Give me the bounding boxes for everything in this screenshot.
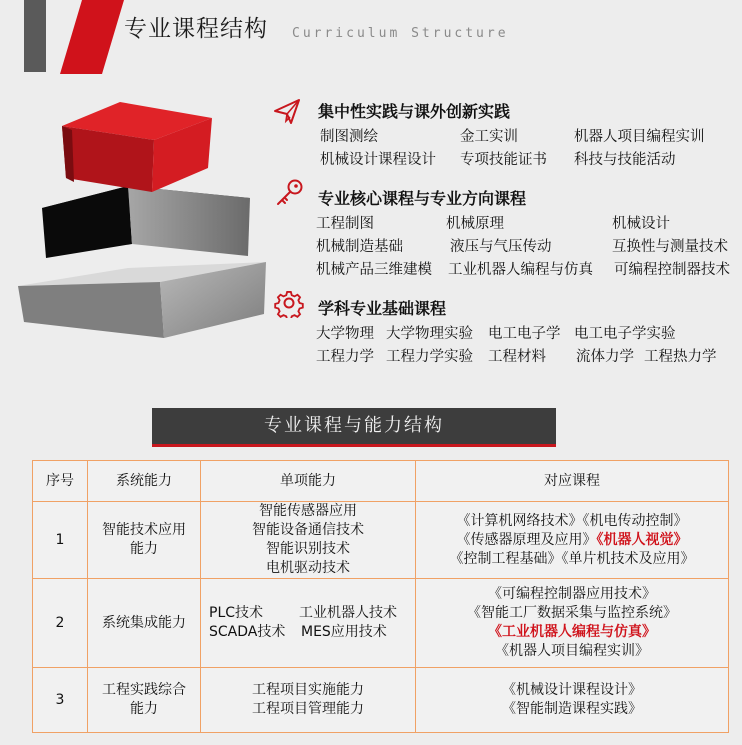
course-line [416, 604, 728, 623]
table-header-cell: 系统能力 [88, 461, 201, 502]
section-core-item: 互换性与测量技术 [612, 239, 728, 255]
single-ability-line [209, 604, 415, 623]
course-line [416, 585, 728, 604]
highlighted-course: 《工业机器人编程与仿真》 [488, 624, 656, 640]
course-line [416, 681, 728, 700]
system-ability-line: 系统集成能力 [102, 614, 186, 631]
system-ability-cell [88, 579, 201, 668]
course-cell [416, 668, 729, 733]
header-red-slash [44, 0, 124, 74]
course-text: 《传感器原理及应用》 [456, 531, 597, 548]
section-practice-item: 机器人项目编程实训 [574, 129, 705, 145]
single-ability-cell [201, 579, 416, 668]
highlighted-course: 《机器人视觉》 [596, 531, 688, 548]
section-core-item: 工程制图 [316, 216, 374, 232]
single-ability: 工业机器人技术 [299, 605, 397, 621]
course-line [416, 550, 728, 569]
section-foundation-item: 工程力学实验 [386, 349, 473, 365]
single-ability-line [209, 623, 415, 642]
course-cell [416, 502, 729, 579]
course-text: 《可编程控制器应用技术》 [488, 586, 656, 602]
key-icon [274, 178, 304, 208]
section-core-item: 工业机器人编程与仿真 [448, 262, 593, 278]
section-foundation-item: 工程热力学 [644, 349, 717, 365]
course-line [416, 623, 728, 642]
single-ability: 智能设备通信技术 [252, 522, 364, 538]
table-row [33, 668, 729, 733]
table-header-cell: 对应课程 [416, 461, 729, 502]
system-ability-cell [88, 502, 201, 579]
paper-plane-icon [272, 96, 302, 126]
course-text: 《智能制造课程实践》 [502, 701, 642, 717]
section-foundation-item: 流体力学 [576, 349, 634, 365]
section-practice-item: 专项技能证书 [460, 152, 547, 168]
course-text: 《机器人项目编程实训》 [495, 643, 649, 659]
section-core-item: 液压与气压传动 [450, 239, 552, 255]
section-practice-item: 制图测绘 [320, 129, 378, 145]
page-title: 专业课程结构 [124, 16, 268, 42]
section-practice-item: 机械设计课程设计 [320, 152, 436, 168]
table-row [33, 579, 729, 668]
section-practice-item: 金工实训 [460, 129, 518, 145]
single-ability: 工程项目管理能力 [252, 701, 364, 717]
section-foundation-item: 大学物理 [316, 326, 374, 342]
section-foundation-item: 大学物理实验 [386, 326, 473, 342]
section-core-item: 可编程控制器技术 [614, 262, 730, 278]
single-ability: PLC技术 [209, 605, 264, 621]
single-ability-cell [201, 502, 416, 579]
course-text: 《智能工厂数据采集与监控系统》 [467, 605, 677, 621]
section-core-title: 专业核心课程与专业方向课程 [318, 189, 527, 208]
section-practice-item: 科技与技能活动 [574, 152, 676, 168]
section-foundation-item: 工程材料 [488, 349, 546, 365]
system-ability-line: 智能技术应用 [102, 522, 186, 538]
section-foundation-item: 电工电子学 [488, 326, 561, 342]
course-cell [416, 579, 729, 668]
section-core-item: 机械产品三维建模 [316, 262, 432, 278]
single-ability: 工程项目实施能力 [252, 682, 364, 698]
section-foundation-title: 学科专业基础课程 [318, 299, 447, 318]
table-header-cell: 单项能力 [201, 461, 416, 502]
system-ability-line: 能力 [130, 701, 158, 717]
single-ability-cell [201, 668, 416, 733]
header-gray-bar [24, 0, 46, 72]
section-practice-title: 集中性实践与课外创新实践 [318, 102, 511, 121]
stacked-blocks-illustration [14, 96, 274, 346]
course-line [416, 642, 728, 661]
ability-banner-title: 专业课程与能力结构 [264, 415, 444, 436]
section-foundation-item: 工程力学 [316, 349, 374, 365]
table-row [33, 502, 729, 579]
system-ability-cell [88, 668, 201, 733]
section-core-item: 机械制造基础 [316, 239, 403, 255]
single-ability: 电机驱动技术 [266, 560, 350, 576]
single-ability: 智能识别技术 [266, 541, 350, 557]
section-foundation-item: 电工电子学实验 [574, 326, 676, 342]
course-line [416, 700, 728, 719]
system-ability-line: 工程实践综合 [102, 682, 186, 698]
system-ability-line: 能力 [130, 541, 158, 557]
section-core-item: 机械设计 [612, 216, 670, 232]
row-number: 2 [33, 579, 88, 668]
ability-table [32, 460, 729, 733]
single-ability: 智能传感器应用 [259, 503, 357, 519]
course-text: 《机械设计课程设计》 [502, 682, 642, 698]
section-core-item: 机械原理 [446, 216, 504, 232]
single-ability: SCADA技术 [209, 624, 286, 640]
ability-banner-underline [152, 444, 556, 447]
single-ability: MES应用技术 [301, 624, 387, 640]
course-line [416, 512, 728, 531]
row-number: 1 [33, 502, 88, 579]
table-header-cell: 序号 [33, 461, 88, 502]
course-line [416, 531, 728, 550]
row-number: 3 [33, 668, 88, 733]
course-text: 《计算机网络技术》《机电传动控制》 [456, 512, 688, 529]
gear-icon [274, 288, 304, 318]
table-header-row [33, 461, 729, 502]
page-subtitle: Curriculum Structure [292, 26, 509, 41]
course-text: 《控制工程基础》《单片机技术及应用》 [449, 550, 695, 567]
